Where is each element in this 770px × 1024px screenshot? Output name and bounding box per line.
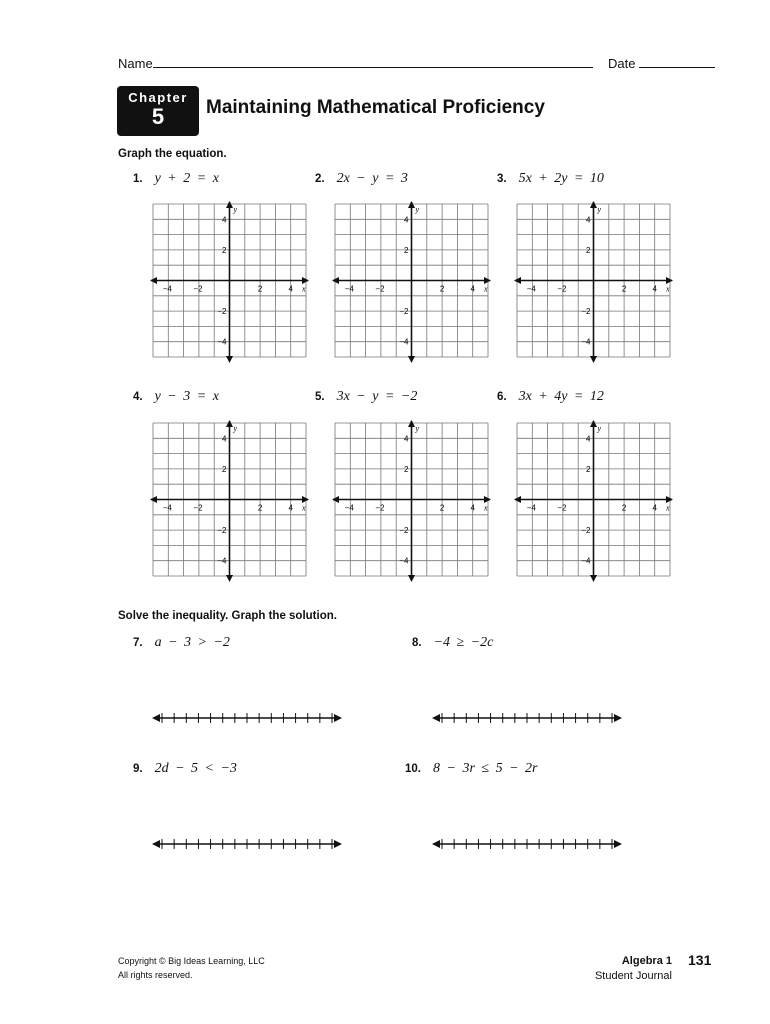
page-title: Maintaining Mathematical Proficiency	[206, 97, 545, 118]
problem-equation: 2d − 5 < −3	[154, 761, 237, 776]
copyright-text: Copyright © Big Ideas Learning, LLC	[118, 956, 265, 966]
y-axis-arrow-down	[408, 575, 415, 582]
x-axis-arrow-left	[150, 277, 157, 284]
name-field[interactable]	[118, 56, 593, 71]
coordinate-grid-1[interactable]	[150, 201, 304, 359]
problem-equation: 3x − y = −2	[336, 389, 418, 404]
x-tick-label: 2	[257, 503, 263, 513]
date-label: Date	[608, 56, 636, 71]
y-tick-label: −2	[217, 526, 227, 536]
y-axis-arrow-up	[408, 201, 415, 208]
x-tick-label: −4	[526, 284, 536, 294]
number-line-arrow-right	[614, 714, 622, 722]
x-axis-arrow-left	[514, 277, 521, 284]
rights-text: All rights reserved.	[118, 970, 193, 980]
coordinate-grid-5[interactable]	[332, 420, 486, 578]
y-axis-label: y	[597, 424, 602, 433]
problem-number: 5.	[315, 391, 325, 403]
x-tick-label: −4	[162, 284, 172, 294]
y-axis-label: y	[233, 424, 238, 433]
date-blank[interactable]	[639, 56, 715, 68]
problem-equation: a − 3 > −2	[154, 635, 230, 650]
x-axis-label: x	[302, 284, 306, 294]
y-tick-label: −4	[217, 556, 227, 566]
x-axis-arrow-right	[666, 496, 673, 503]
x-axis-label: x	[666, 284, 670, 294]
x-tick-label: 4	[652, 503, 657, 513]
x-tick-label: −2	[193, 503, 203, 513]
footer-copyright	[118, 954, 265, 982]
x-axis-label: x	[302, 503, 306, 513]
x-tick-label: 4	[288, 284, 293, 294]
x-tick-label: 2	[257, 284, 263, 294]
x-tick-label: −2	[193, 284, 203, 294]
problem-5	[315, 388, 417, 405]
problem-number: 6.	[497, 391, 507, 403]
chapter-number: 5	[151, 104, 165, 129]
x-tick-label: 2	[439, 284, 445, 294]
problem-equation: y + 2 = x	[154, 171, 219, 186]
number-line-arrow-left	[152, 714, 160, 722]
x-tick-label: −4	[344, 503, 354, 513]
book-title: Algebra 1	[621, 955, 672, 967]
problem-9	[133, 760, 237, 777]
problem-equation: −4 ≥ −2c	[433, 635, 494, 650]
y-tick-label: −4	[581, 337, 591, 347]
y-tick-label: −4	[399, 337, 409, 347]
x-tick-label: −2	[375, 503, 385, 513]
number-line-8[interactable]	[430, 710, 624, 726]
y-axis-arrow-down	[226, 575, 233, 582]
problem-10	[405, 760, 537, 777]
problem-8	[412, 634, 493, 651]
y-axis-arrow-up	[226, 420, 233, 427]
y-tick-label: 4	[222, 215, 227, 225]
y-tick-label: 4	[222, 434, 227, 444]
x-tick-label: 4	[288, 503, 293, 513]
x-tick-label: 4	[652, 284, 657, 294]
problem-number: 8.	[412, 637, 422, 649]
x-tick-label: 2	[621, 284, 627, 294]
y-tick-label: −4	[581, 556, 591, 566]
problem-number: 10.	[405, 763, 421, 775]
x-tick-label: −2	[557, 284, 567, 294]
y-axis-arrow-down	[590, 575, 597, 582]
section2-instruction: Solve the inequality. Graph the solution.	[118, 610, 337, 622]
y-axis-arrow-down	[408, 356, 415, 363]
problem-7	[133, 634, 230, 651]
x-axis-arrow-left	[514, 496, 521, 503]
chapter-badge	[117, 86, 199, 136]
section1-instruction: Graph the equation.	[118, 148, 227, 160]
problem-number: 9.	[133, 763, 143, 775]
problem-equation: y − 3 = x	[154, 389, 219, 404]
name-blank[interactable]	[153, 56, 593, 68]
y-tick-label: 4	[404, 434, 409, 444]
coordinate-grid-3[interactable]	[514, 201, 668, 359]
date-field[interactable]	[608, 56, 715, 71]
y-tick-label: −4	[399, 556, 409, 566]
x-tick-label: 2	[439, 503, 445, 513]
y-axis-label: y	[597, 205, 602, 214]
problem-1	[133, 170, 219, 187]
problem-equation: 8 − 3r ≤ 5 − 2r	[433, 761, 538, 776]
problem-equation: 3x + 4y = 12	[518, 389, 604, 404]
problem-number: 1.	[133, 173, 143, 185]
x-axis-arrow-right	[302, 496, 309, 503]
y-tick-label: 2	[586, 464, 591, 474]
x-tick-label: −4	[526, 503, 536, 513]
x-axis-arrow-right	[666, 277, 673, 284]
number-line-arrow-left	[432, 840, 440, 848]
problem-equation: 5x + 2y = 10	[518, 171, 604, 186]
y-axis-arrow-up	[226, 201, 233, 208]
problem-4	[133, 388, 219, 405]
y-tick-label: −2	[581, 307, 591, 317]
y-axis-arrow-up	[408, 420, 415, 427]
y-axis-label: y	[415, 205, 420, 214]
name-label: Name	[118, 56, 153, 71]
x-axis-arrow-left	[332, 496, 339, 503]
x-axis-arrow-left	[150, 496, 157, 503]
problem-number: 3.	[497, 173, 507, 185]
x-axis-label: x	[666, 503, 670, 513]
y-tick-label: 2	[586, 245, 591, 255]
x-tick-label: 4	[470, 503, 475, 513]
y-tick-label: −2	[399, 526, 409, 536]
problem-6	[497, 388, 604, 405]
y-axis-arrow-up	[590, 201, 597, 208]
x-tick-label: −4	[344, 284, 354, 294]
y-tick-label: −2	[581, 526, 591, 536]
x-tick-label: 4	[470, 284, 475, 294]
number-line-arrow-right	[334, 714, 342, 722]
y-tick-label: 2	[222, 245, 227, 255]
footer-book-info	[560, 954, 672, 984]
y-tick-label: 2	[404, 245, 409, 255]
y-axis-label: y	[233, 205, 238, 214]
problem-equation: 2x − y = 3	[336, 171, 408, 186]
x-axis-arrow-right	[484, 277, 491, 284]
page-number: 131	[688, 952, 712, 968]
x-axis-arrow-right	[302, 277, 309, 284]
number-line-10[interactable]	[430, 836, 624, 852]
y-axis-label: y	[415, 424, 420, 433]
y-axis-arrow-down	[590, 356, 597, 363]
y-axis-arrow-down	[226, 356, 233, 363]
y-tick-label: 4	[586, 434, 591, 444]
problem-number: 2.	[315, 173, 325, 185]
coordinate-grid-6[interactable]	[514, 420, 668, 578]
y-tick-label: −2	[399, 307, 409, 317]
x-axis-arrow-right	[484, 496, 491, 503]
journal-label: Student Journal	[594, 970, 672, 982]
y-tick-label: 2	[404, 464, 409, 474]
number-line-arrow-left	[432, 714, 440, 722]
x-tick-label: −4	[162, 503, 172, 513]
problem-number: 4.	[133, 391, 143, 403]
y-tick-label: 4	[586, 215, 591, 225]
number-line-9[interactable]	[150, 836, 344, 852]
y-tick-label: −4	[217, 337, 227, 347]
problem-2	[315, 170, 408, 187]
coordinate-grid-2[interactable]	[332, 201, 486, 359]
problem-number: 7.	[133, 637, 143, 649]
x-tick-label: −2	[557, 503, 567, 513]
number-line-arrow-right	[334, 840, 342, 848]
y-axis-arrow-up	[590, 420, 597, 427]
coordinate-grid-4[interactable]	[150, 420, 304, 578]
y-tick-label: −2	[217, 307, 227, 317]
x-tick-label: 2	[621, 503, 627, 513]
number-line-arrow-left	[152, 840, 160, 848]
x-axis-arrow-left	[332, 277, 339, 284]
y-tick-label: 2	[222, 464, 227, 474]
x-axis-label: x	[484, 284, 488, 294]
y-tick-label: 4	[404, 215, 409, 225]
x-tick-label: −2	[375, 284, 385, 294]
chapter-word: Chapter	[128, 90, 188, 105]
problem-3	[497, 170, 604, 187]
number-line-arrow-right	[614, 840, 622, 848]
x-axis-label: x	[484, 503, 488, 513]
number-line-7[interactable]	[150, 710, 344, 726]
